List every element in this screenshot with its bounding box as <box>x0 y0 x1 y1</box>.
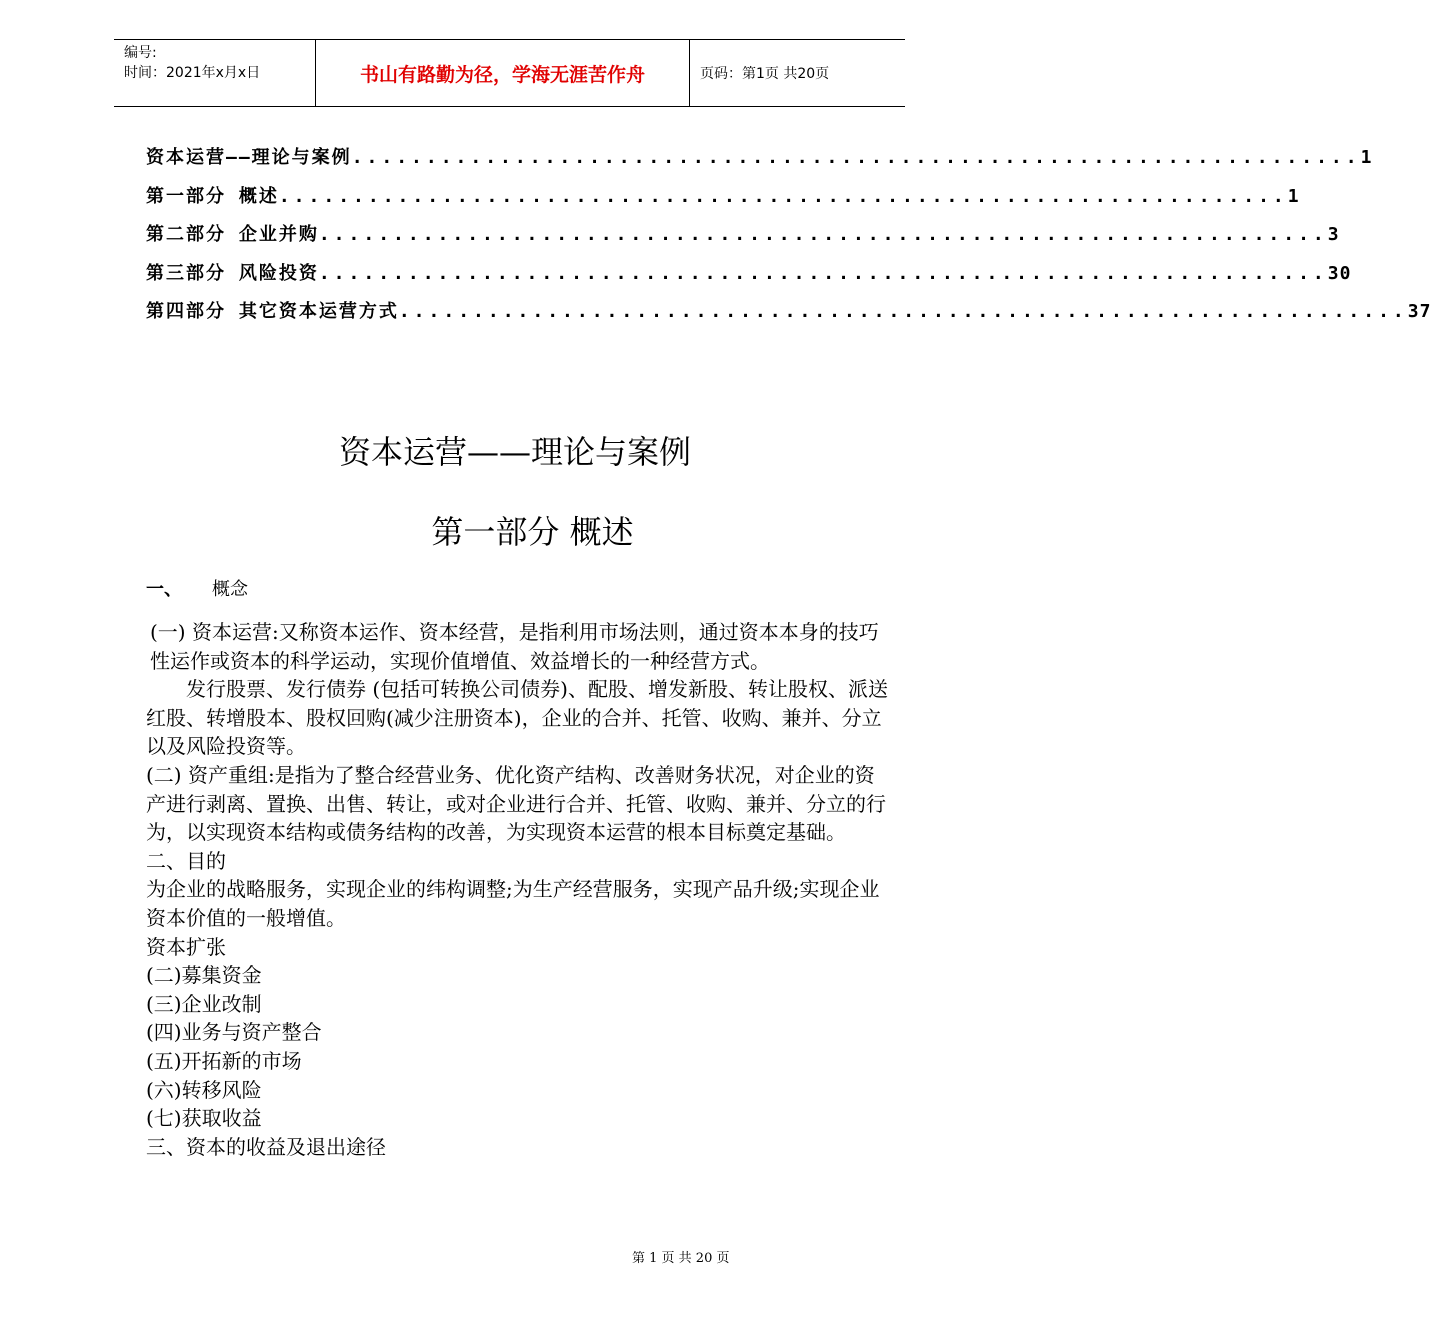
toc-leader: .................................................................... <box>318 262 1328 284</box>
time-label: 时间：2021年x月x日 <box>124 65 261 81</box>
document-title: 资本运营——理论与案例 <box>338 433 691 471</box>
paragraph: 为企业的战略服务，实现企业的纬构调整;为生产经营服务，实现产品升级;实现企业资本价值的一般增值。 <box>146 877 880 930</box>
list-item: (七)获取收益 <box>146 1106 262 1131</box>
toc-title: 资本运营——理论与案例 <box>146 147 352 168</box>
paragraph: 三、资本的收益及退出途径 <box>146 1134 386 1159</box>
page-header <box>114 39 905 107</box>
toc-leader: .................................................................... <box>398 301 1408 322</box>
table-of-contents <box>146 143 1431 336</box>
body-text <box>146 618 894 1161</box>
toc-page: 37 <box>1407 301 1431 322</box>
toc-title: 第四部分 其它资本运营方式 <box>146 301 399 322</box>
toc-entry[interactable] <box>146 182 1300 221</box>
paragraph: (二) 资产重组:是指为了整合经营业务、优化资产结构、改善财务状况，对企业的资产进行剥离、置换、出售、转让，或对企业进行合并、托管、收购、兼并、分立的行为，以实现资本结构或债务结构的改善，为实现资本运营的根本目标奠定基础。 <box>146 762 886 845</box>
toc-page: 1 <box>1287 185 1300 207</box>
toc-entry[interactable] <box>146 259 1352 298</box>
toc-title: 第二部分 企业并购 <box>146 224 319 245</box>
paragraph: 资本扩张 <box>146 934 226 959</box>
section-heading <box>146 575 248 601</box>
toc-title: 第三部分 风险投资 <box>146 262 319 284</box>
list-item: (四)业务与资产整合 <box>146 1020 322 1045</box>
toc-title: 第一部分 概述 <box>146 185 279 207</box>
header-meta <box>114 40 316 106</box>
toc-page: 30 <box>1327 262 1352 284</box>
list-item: (二)募集资金 <box>146 963 262 988</box>
header-motto: 书山有路勤为径，学海无涯苦作舟 <box>316 40 690 106</box>
page-footer: 第 1 页 共 20 页 <box>632 1251 730 1266</box>
toc-leader: .................................................................... <box>351 147 1361 168</box>
toc-leader: .................................................................... <box>318 224 1328 245</box>
section-label: 概念 <box>212 579 248 600</box>
toc-page: 3 <box>1327 224 1340 245</box>
part-title: 第一部分 概述 <box>431 513 634 551</box>
list-item: (五)开拓新的市场 <box>146 1048 302 1073</box>
paragraph: 二、目的 <box>146 848 226 873</box>
toc-page: 1 <box>1360 147 1373 168</box>
number-label: 编号: <box>124 45 157 61</box>
toc-leader: .................................................................... <box>278 185 1288 207</box>
toc-entry[interactable] <box>146 220 1340 259</box>
paragraph: (一) 资本运营:又称资本运作、资本经营，是指利用市场法则，通过资本本身的技巧性运作或资本的科学运动，实现价值增值、效益增长的一种经营方式。 <box>150 620 879 673</box>
toc-entry[interactable] <box>146 297 1431 336</box>
list-item: (六)转移风险 <box>146 1077 262 1102</box>
paragraph: 发行股票、发行债券 (包括可转换公司债券)、配股、增发新股、转让股权、派送红股、转增股本、股权回购(减少注册资本)，企业的合并、托管、收购、兼并、分立以及风险投资等。 <box>146 677 888 759</box>
list-item: (三)企业改制 <box>146 991 262 1016</box>
header-page-label: 页码：第1页 共20页 <box>700 66 830 82</box>
toc-entry[interactable] <box>146 143 1373 182</box>
section-number: 一、 <box>146 579 182 600</box>
